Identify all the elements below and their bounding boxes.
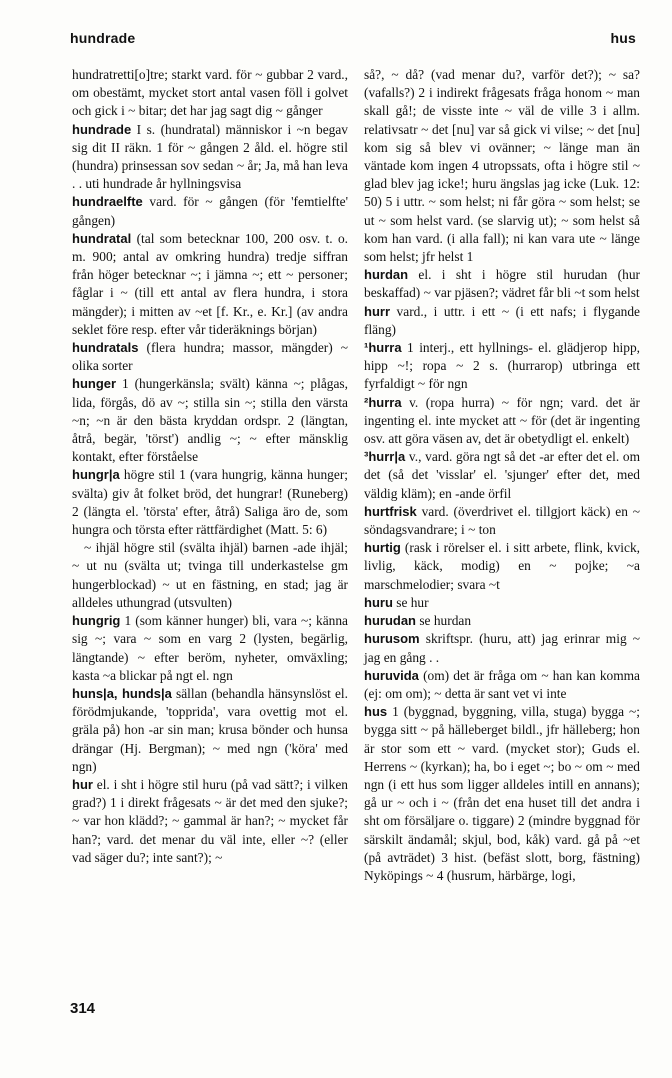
headword: hurtfrisk — [364, 503, 417, 519]
headword: hurudan — [364, 613, 416, 629]
entry-text: 1 (som känner hunger) bli, vara ~; känna sig ~; vara ~ som en varg 2 (lysten, begärlig, längtande) ~ efter beröm, nyheter, omväxling; kasta ~a blickar på ngt el. ngn — [72, 613, 348, 683]
dictionary-entry — [364, 66, 640, 266]
entry-text: 1 (hungerkänsla; svält) känna ~; plågas, lida, förgås, dö av ~; stilla sin ~; stilla den värsta ~n; ~n är den bästa kryddan ordspr. 2 (längtan, åtrå, begär, 'törst') andlig ~; ~ efter mänsklig kontakt, efter förståelse — [72, 376, 348, 465]
dictionary-entry — [72, 230, 348, 339]
dictionary-entry — [72, 466, 348, 539]
dictionary-entry — [72, 121, 348, 194]
headword: ³hurr|a — [364, 449, 406, 465]
headword: hungrig — [72, 613, 121, 629]
dictionary-entry — [364, 612, 640, 630]
headword: hundrade — [72, 121, 132, 137]
entry-text: vard. för ~ gången (för 'femtielfte' gången) — [72, 194, 348, 228]
headword: huru — [364, 594, 393, 610]
dictionary-entry — [364, 667, 640, 703]
left-column — [72, 66, 348, 867]
headword: ²hurra — [364, 394, 402, 410]
entry-text: 1 interj., ett hyllnings- el. glädjerop hipp, hipp ~!; ropa ~ 2 s. (hurrarop) utbringa ett fyrfaldigt ~ för ngn — [364, 340, 640, 392]
headword: huruvida — [364, 667, 419, 683]
dictionary-entry — [364, 594, 640, 612]
entry-text: v., vard. göra ngt så det -ar efter det el. om det (så det 'visslar' el. 'sjunger' efter det, med väldig kläm); en -ande örfil — [364, 449, 640, 501]
entry-text: se hurdan — [416, 613, 472, 629]
left-guideword: hundrade — [70, 30, 136, 46]
entry-text: el. i sht i högre stil hurudan (hur beskaffad) ~ var pjäsen?; vädret får bli ~t som helst — [364, 267, 640, 301]
dictionary-entry — [364, 503, 640, 539]
right-column — [364, 66, 640, 885]
dictionary-entry — [364, 539, 640, 594]
dictionary-entry — [364, 394, 640, 449]
headword: hunger — [72, 376, 117, 392]
headword: hur — [72, 776, 93, 792]
dictionary-entry — [72, 193, 348, 229]
dictionary-entry — [364, 630, 640, 666]
headword: hurusom — [364, 631, 420, 647]
dictionary-entry — [72, 612, 348, 685]
right-guideword: hus — [610, 30, 636, 46]
entry-text: (om) det är fråga om ~ han kan komma (ej: om om); ~ detta är sant vet vi inte — [364, 667, 640, 701]
entry-text: 1 (byggnad, byggning, villa, stuga) bygga ~; bygga sitt ~ på hälleberget bildl., jfr hälleberg; hon är stor som ett ~ vard. (mycket stor); Guds el. Herrens ~ (kyrkan); ha, bo i eget ~; bo ~ om ~ med ngn (i ett hus som ligger alldeles intill en annans); gå ur ~ och i ~ (från det ena huset till det andra i sht om försäljare o. tiggare) 2 (mindre byggnad för särskilt ändamål; skjul, bod, kåk) vard. gå på ~et (på avträdet) 3 hist. (befäst slott, borg, fästning) Nyköpings ~ 4 (husrum, härbärge, logi, — [364, 704, 640, 883]
headword: hundratal — [72, 230, 132, 246]
headword: ¹hurra — [364, 340, 402, 356]
headword: huns|a, hunds|a — [72, 685, 172, 701]
entry-text: ~ ihjäl högre stil (svälta ihjäl) barnen -ade ihjäl; ~ ut nu (svälta ut; tvinga till underkastelse gm hungerblockad) ~ ut en fästning, en stad; jag är alldeles uthungrad (utsvulten) — [72, 540, 348, 610]
dictionary-entry — [72, 66, 348, 121]
headword: hurdan — [364, 267, 409, 283]
entry-text: se hur — [392, 594, 429, 610]
entry-text: skriftspr. (huru, att) jag erinrar mig ~ jag en gång . . — [364, 631, 640, 665]
dictionary-entry — [364, 303, 640, 339]
entry-text: v. (ropa hurra) ~ för ngn; vard. det är ingenting el. inte mycket att ~ för (det är ingenting osv. att göra väsen av, det är obetydligt el. enkelt) — [364, 394, 640, 447]
entry-text: hundratretti[o]tre; starkt vard. för ~ gubbar 2 vard., om obestämt, mycket stort antal vasen föll i golvet och gick i ~ bitar; det har jag sagt dig ~ gånger — [72, 67, 348, 119]
dictionary-entry — [72, 539, 348, 612]
entry-text: högre stil 1 (vara hungrig, känna hunger; svälta) giv åt folket bröd, det hungrar! (Runeberg) 2 (längta el. 'törsta' efter, åtrå) Saliga äro de, som hungra och törsta efter rättfärdighet (Matt. 5: 6) — [72, 467, 348, 538]
headword: hurtig — [364, 540, 401, 556]
entry-text: (rask i rörelser el. i sitt arbete, flink, kvick, livlig, käck, modig) en ~ pojke; ~a marschmelodier; svara ~t — [364, 540, 640, 592]
headword: hungr|a — [72, 467, 120, 483]
headword: hundraelfte — [72, 194, 143, 210]
dictionary-entry — [72, 375, 348, 466]
page-number: 314 — [70, 1000, 96, 1017]
headword: hundratals — [72, 340, 139, 356]
dictionary-entry — [364, 448, 640, 503]
dictionary-entry — [72, 776, 348, 867]
entry-text: sällan (behandla hänsynslöst el. förödmjukande, 'topprida', vara ovettig mot el. gräla på) hon -ar sin man; krusa bönder och hunsa drängar (Hj. Bergman); ~ med ngn ('köra' med ngn) — [72, 685, 348, 774]
entry-text: vard. (överdrivet el. tillgjort käck) en ~ söndagsvandrare; i ~ ton — [364, 503, 640, 538]
dictionary-entry — [364, 266, 640, 302]
entry-text: (flera hundra; massor, mängder) ~ olika sorter — [72, 340, 348, 374]
headword: hus — [364, 704, 388, 720]
entry-text: (tal som betecknar 100, 200 osv. t. o. m. 900; antal av omkring hundra) tredje siffran från höger betecknar ~; i jämna ~; ett ~ personer; fåglar i ~ (till ett antal av flera hundra, i stora mängder); i mitten av ~et [f. Kr., e. Kr.] (av andra seklet före resp. efter vår tideräknings början) — [72, 230, 348, 337]
dictionary-entry — [364, 703, 640, 885]
entry-text: I s. (hundratal) människor i ~n begav sig dit II räkn. 1 för ~ gången 2 åld. el. högre stil (hundra) prinsessan sov sedan ~ år; Ja, må han leva . . uti hundrade år hyllningsvisa — [72, 121, 348, 192]
entry-text: så?, ~ då? (vad menar du?, varför det?); ~ sa? (vafalls?) 2 i indirekt frågesats fråga honom ~ man skall gå!; de visste inte ~ väl de ville 3 i allm. relativsatr ~ det [nu] var så gick vi vilse; ~ det [nu] kom sig så blev vi ovänner; ~ länge man än väntade kom ingen 4 utropssats, ofta i högre stil ~ glad blev jag icke!; huru ängslas jag icke (Luk. 12: 50) 5 i uttr. ~ som helst; ni får göra ~ som helst; se ut ~ som helst vard. (se slarvig ut); ~ som helst så kom han vard. (i alla fall); ni kan vara ute ~ länge som helst; jfr helst 1 — [364, 67, 640, 265]
dictionary-entry — [72, 685, 348, 776]
entry-text: el. i sht i högre stil huru (på vad sätt?; i vilken grad?) 1 i direkt frågesats ~ är det med den sjuke?; ~ var hon klädd?; ~ gammal är han?; ~ mycket får han?; vard. det menar du väl inte, eller ~? (eller vad säger du?; inte sant?); ~ — [72, 776, 348, 865]
headword: hurr — [364, 303, 390, 319]
dictionary-entry — [364, 339, 640, 394]
dictionary-entry — [72, 339, 348, 375]
entry-text: vard., i uttr. i ett ~ (i ett nafs; i flygande fläng) — [364, 303, 640, 337]
